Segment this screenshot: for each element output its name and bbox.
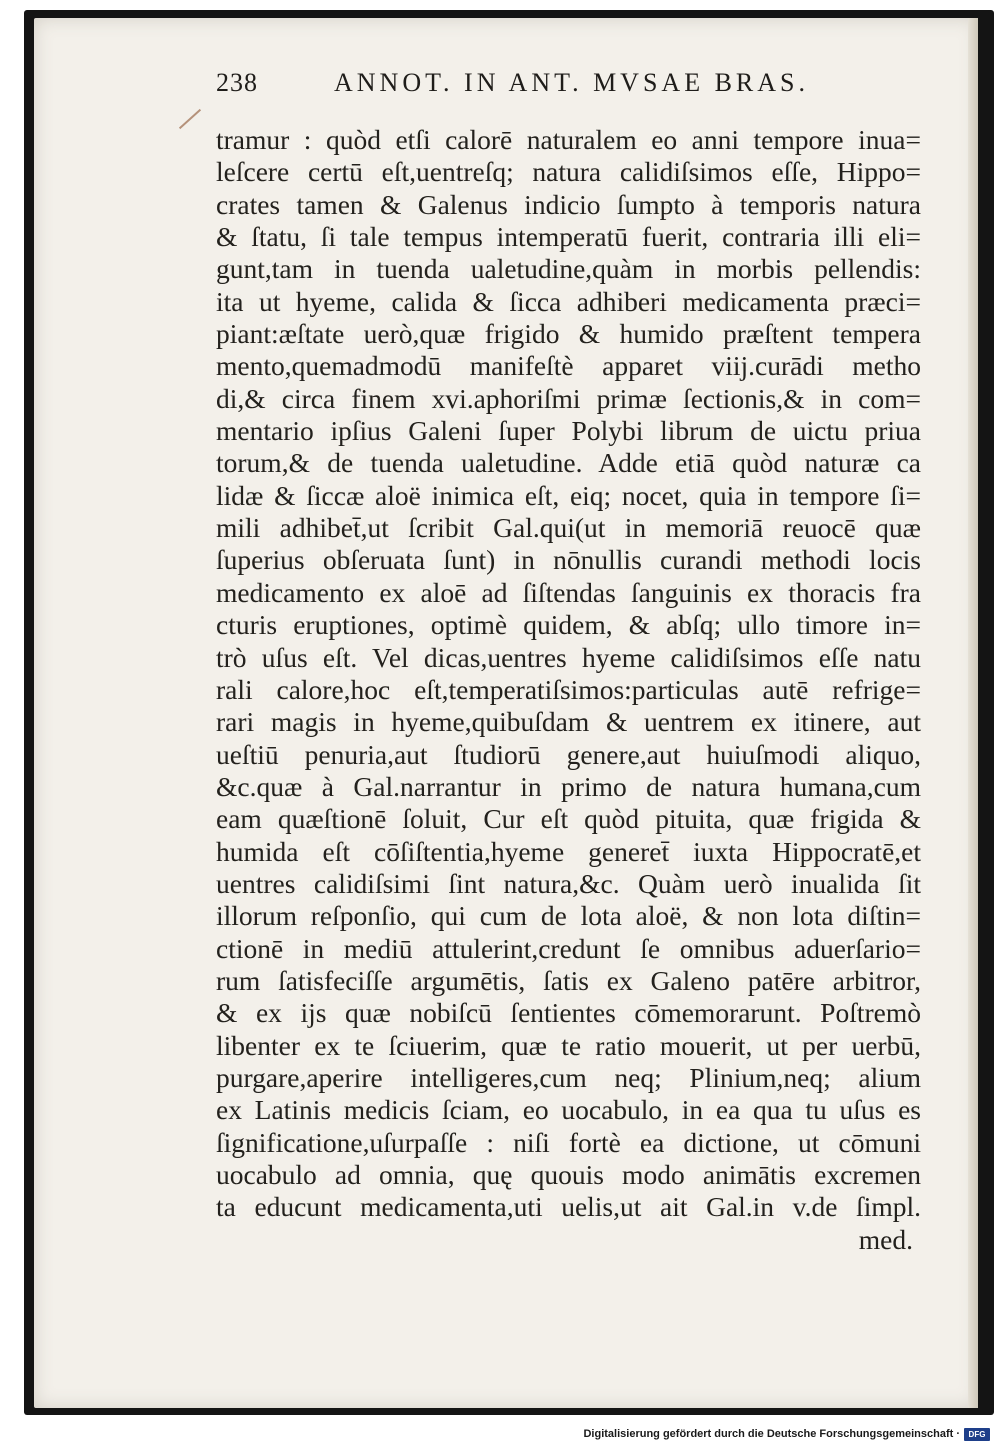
text-line: cturis eruptiones, optimè quidem, & abſq; ullo timore in=	[216, 609, 921, 641]
text-line: eam quæſtionē ſoluit, Cur eſt quòd pituita, quæ frigida &	[216, 803, 921, 835]
text-line: libenter ex te ſciuerim, quæ te ratio mouerit, ut per uerbū,	[216, 1029, 921, 1061]
text-line: rari magis in hyeme,quibuſdam & uentrem ex itinere, aut	[216, 706, 921, 738]
text-line: crates tamen & Galenus indicio ſumpto à temporis natura	[216, 188, 921, 220]
page-number: 238	[216, 68, 258, 97]
credit-text: Digitalisierung gefördert durch die Deutsche Forschungsgemeinschaft ·	[583, 1428, 960, 1440]
text-line: illorum reſponſio, qui cum de lota aloë, & non lota diſtin=	[216, 900, 921, 932]
text-line: ita ut hyeme, calida & ſicca adhiberi medicamenta præci=	[216, 285, 921, 317]
text-line: ſuperius obſeruata ſunt) in nōnullis curandi methodi locis	[216, 544, 921, 576]
text-line: uocabulo ad omnia, quę quouis modo animātis excremen	[216, 1159, 921, 1190]
text-line: ctionē in mediū attulerint,credunt ſe omnibus aduerſario=	[216, 932, 921, 964]
text-line: mili adhibet̄,ut ſcribit Gal.qui(ut in memoriā reuocē quæ	[216, 512, 921, 544]
text-line: trò uſus eſt. Vel dicas,uentres hyeme calidiſsimos eſſe natu	[216, 641, 921, 673]
text-line: humida eſt cōſiſtentia,hyeme generet̄ iuxta Hippocratē,et	[216, 835, 921, 867]
text-line: di,& circa finem xvi.aphoriſmi primæ ſectionis,& in com=	[216, 382, 921, 414]
text-line: lidæ & ſiccæ aloë inimica eſt, eiq; nocet, quia in tempore ſi=	[216, 479, 921, 511]
text-line: med.	[858, 1223, 913, 1255]
text-line: purgare,aperire intelligeres,cum neq; Plinium,neq; alium	[216, 1061, 921, 1093]
text-line: &c.quæ à Gal.narrantur in primo de natura humana,cum	[216, 770, 921, 802]
page-edge	[968, 18, 978, 1408]
text-line: & ſtatu, ſi tale tempus intemperatū fuerit, contraria illi eli=	[216, 221, 921, 253]
text-line: & ex ijs quæ nobiſcū ſentientes cōmemorarunt. Poſtremò	[216, 997, 921, 1029]
text-line: rali calore,hoc eſt,temperatiſsimos:particulas autē refrige=	[216, 673, 921, 705]
text-line: leſcere certū eſt,uentreſq; natura calidiſsimos eſſe, Hippo=	[216, 156, 921, 188]
text-line: piant:æſtate uerò,quæ frigido & humido præſtent tempera	[216, 318, 921, 350]
running-title: ANNOT. IN ANT. MVSAE BRAS.	[334, 68, 809, 97]
text-line: rum ſatisfeciſſe argumētis, ſatis ex Galeno patēre arbitror,	[216, 964, 921, 996]
body-text	[216, 124, 921, 1256]
text-line: mentario ipſius Galeni ſuper Polybi librum de uictu priua	[216, 415, 921, 447]
text-line: ueſtiū penuria,aut ſtudiorū genere,aut huiuſmodi aliquo,	[216, 738, 921, 770]
dfg-logo-icon: DFG	[964, 1428, 990, 1441]
text-line: ſignificatione,uſurpaſſe : niſi fortè ea dictione, ut cōmuni	[216, 1126, 921, 1158]
text-line: medicamento ex aloē ad ſiſtendas ſanguinis ex thoracis fra	[216, 576, 921, 608]
text-line: ta educunt medicamenta,uti uelis,ut ait Gal.in v.de ſimpl.	[216, 1191, 921, 1223]
text-line: tramur : quòd etſi calorē naturalem eo anni tempore inua=	[216, 124, 921, 155]
text-line: gunt,tam in tuenda ualetudine,quàm in morbis pellendis:	[216, 253, 921, 285]
digitization-credit	[560, 1424, 990, 1444]
text-line: ex Latinis medicis ſciam, eo uocabulo, in ea qua tu uſus es	[216, 1094, 921, 1126]
page-header	[216, 68, 846, 112]
text-line: uentres calidiſsimi ſint natura,&c. Quàm uerò inualida ſit	[216, 867, 921, 899]
text-line: mento,quemadmodū manifeſtè apparet viij.curādi metho	[216, 350, 921, 382]
text-line: torum,& de tuenda ualetudine. Adde etiā quòd naturæ ca	[216, 447, 921, 479]
